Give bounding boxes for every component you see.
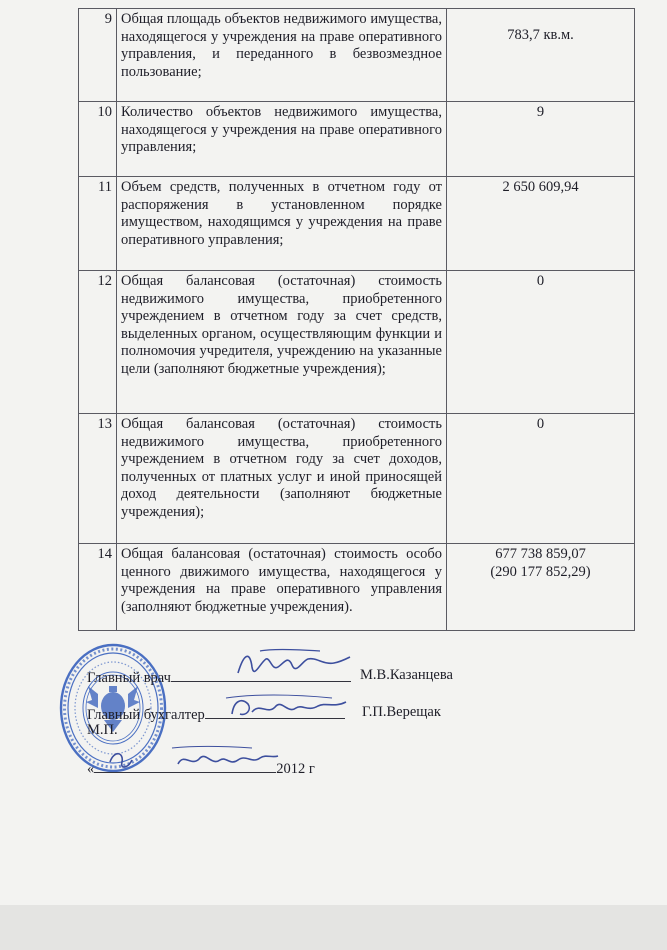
table-row bbox=[79, 544, 635, 631]
table-row bbox=[79, 102, 635, 177]
table-row bbox=[79, 177, 635, 271]
row-description: Количество объектов недвижимого имущества, находящегося у учреждения на праве оперативного управления; bbox=[117, 102, 447, 177]
row-description: Общая балансовая (остаточная) стоимость особо ценного движимого имущества, находящегося у учреждения на праве оперативного управления (заполняют бюджетные учреждения). bbox=[117, 544, 447, 631]
row-number: 14 bbox=[79, 544, 117, 631]
value-line-2: (290 177 852,29) bbox=[490, 563, 591, 580]
table-row bbox=[79, 9, 635, 102]
row-value bbox=[447, 544, 635, 631]
table-row bbox=[79, 271, 635, 414]
date-handwriting bbox=[102, 742, 282, 776]
row-value: 9 bbox=[447, 102, 635, 177]
seal-label: М.П. bbox=[87, 722, 118, 738]
row-value bbox=[447, 9, 635, 102]
row-number: 9 bbox=[79, 9, 117, 102]
row-value: 0 bbox=[447, 414, 635, 544]
row-value: 2 650 609,94 bbox=[447, 177, 635, 271]
chief-accountant-label: Главный бухгалтер bbox=[87, 707, 205, 723]
row-description: Общая площадь объектов недвижимого имущества, находящегося у учреждения на праве оперативного управления, и переданного в безвозмездное пользование; bbox=[117, 9, 447, 102]
table-row bbox=[79, 414, 635, 544]
row-number: 13 bbox=[79, 414, 117, 544]
value-text: 783,7 кв.м. bbox=[507, 27, 574, 43]
date-quote: « bbox=[87, 761, 95, 777]
value-line-1: 677 738 859,07 bbox=[495, 546, 586, 562]
chief-doctor-signature bbox=[230, 645, 355, 685]
row-number: 11 bbox=[79, 177, 117, 271]
row-description: Общая балансовая (остаточная) стоимость недвижимого имущества, приобретенного учреждением в отчетном году за счет средств, выделенных органом, осуществляющим функции и полномочия учредителя, учреждению на указанные цели (заполняют бюджетные учреждения); bbox=[117, 271, 447, 414]
chief-accountant-signature bbox=[222, 690, 352, 724]
chief-accountant-name: Г.П.Верещак bbox=[362, 704, 441, 720]
report-table bbox=[78, 8, 635, 631]
row-number: 10 bbox=[79, 102, 117, 177]
row-number: 12 bbox=[79, 271, 117, 414]
date-year: 2012 г bbox=[276, 761, 315, 777]
row-value: 0 bbox=[447, 271, 635, 414]
scan-bottom-band bbox=[0, 905, 667, 950]
row-description: Общая балансовая (остаточная) стоимость недвижимого имущества, приобретенного учреждением в отчетном году за счет доходов, полученных от платных услуг и иной приносящей доход деятельности (заполняют бюджетные учреждения); bbox=[117, 414, 447, 544]
chief-doctor-name: М.В.Казанцева bbox=[360, 667, 453, 683]
chief-doctor-label: Главный врач bbox=[87, 670, 171, 686]
row-description: Объем средств, полученных в отчетном году от распоряжения в установленном порядке имуществом, находящимся у учреждения на праве оперативного управления; bbox=[117, 177, 447, 271]
